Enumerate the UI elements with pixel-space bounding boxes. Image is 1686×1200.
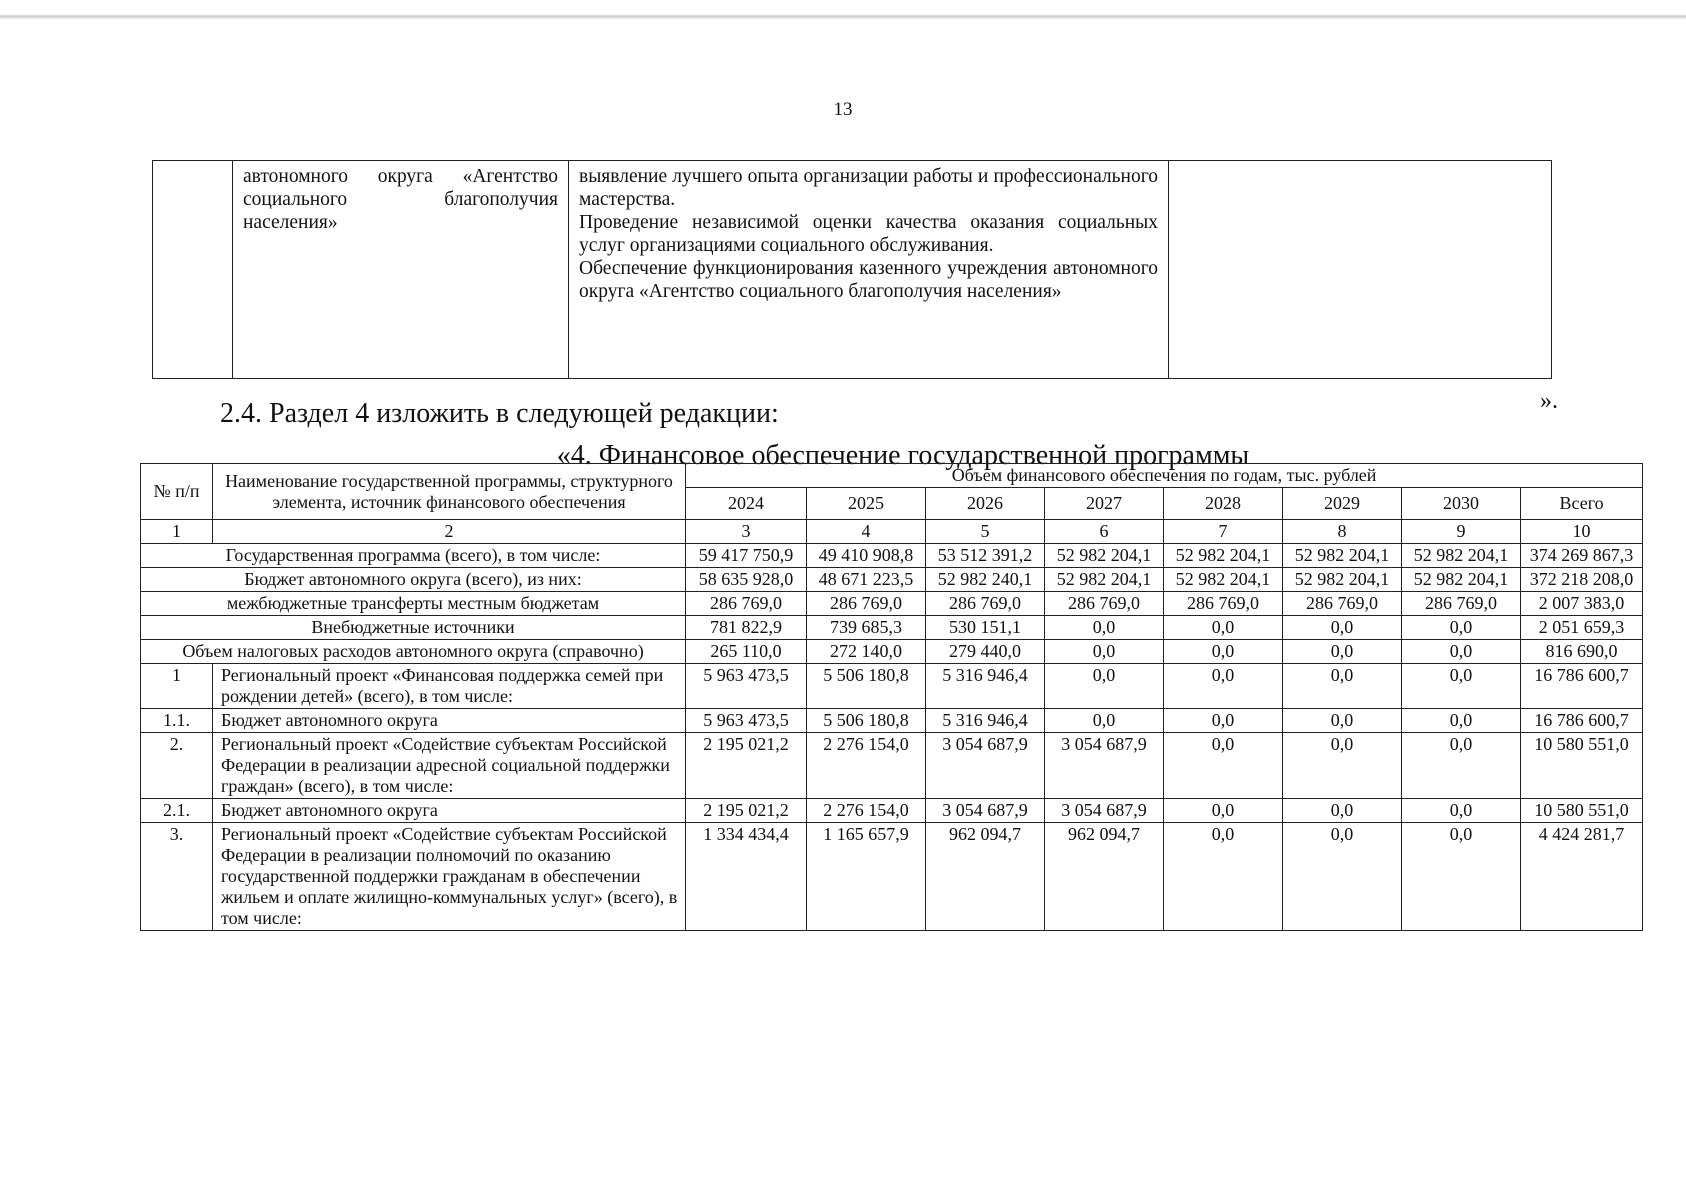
row-number: 1.1. bbox=[141, 709, 213, 733]
value-cell: 0,0 bbox=[1164, 616, 1283, 640]
value-cell: 52 982 204,1 bbox=[1045, 544, 1164, 568]
value-cell: 286 769,0 bbox=[926, 592, 1045, 616]
value-cell: 2 007 383,0 bbox=[1521, 592, 1643, 616]
value-cell: 0,0 bbox=[1283, 709, 1402, 733]
value-cell: 0,0 bbox=[1402, 640, 1521, 664]
table-row bbox=[141, 664, 1643, 709]
value-cell: 10 580 551,0 bbox=[1521, 799, 1643, 823]
header-row bbox=[141, 464, 1643, 488]
value-cell: 286 769,0 bbox=[1045, 592, 1164, 616]
scan-edge bbox=[0, 14, 1686, 20]
empty-cell bbox=[153, 161, 233, 379]
closing-quote: ». bbox=[1540, 388, 1558, 414]
value-cell: 0,0 bbox=[1164, 733, 1283, 799]
page-number: 13 bbox=[833, 99, 853, 120]
summary-name: Объем налоговых расходов автономного округа (справочно) bbox=[141, 640, 686, 664]
column-numbers-row bbox=[141, 520, 1643, 544]
value-cell: 5 963 473,5 bbox=[686, 664, 807, 709]
value-cell: 53 512 391,2 bbox=[926, 544, 1045, 568]
header-year: 2024 bbox=[686, 488, 807, 520]
value-cell: 5 506 180,8 bbox=[807, 664, 926, 709]
header-year: 2026 bbox=[926, 488, 1045, 520]
column-number: 6 bbox=[1045, 520, 1164, 544]
header-year: 2029 bbox=[1283, 488, 1402, 520]
column-number: 9 bbox=[1402, 520, 1521, 544]
table-row bbox=[153, 161, 1552, 379]
value-cell: 5 506 180,8 bbox=[807, 709, 926, 733]
summary-name: Государственная программа (всего), в том числе: bbox=[141, 544, 686, 568]
row-number: 1 bbox=[141, 664, 213, 709]
row-name: Региональный проект «Содействие субъектам Российской Федерации в реализации полномочий по оказанию государственной поддержки гражданам в обеспечении жильем и оплате жилищно-коммунальных услуг» (всего), в том числе: bbox=[213, 823, 686, 931]
value-cell: 962 094,7 bbox=[1045, 823, 1164, 931]
value-cell: 52 982 204,1 bbox=[1283, 568, 1402, 592]
summary-row bbox=[141, 592, 1643, 616]
value-cell: 16 786 600,7 bbox=[1521, 664, 1643, 709]
value-cell: 3 054 687,9 bbox=[926, 799, 1045, 823]
activity-text: Проведение независимой оценки качества оказания социальных услуг организациями социального обслуживания. bbox=[579, 212, 1158, 256]
value-cell: 2 276 154,0 bbox=[807, 733, 926, 799]
value-cell: 374 269 867,3 bbox=[1521, 544, 1643, 568]
value-cell: 49 410 908,8 bbox=[807, 544, 926, 568]
summary-name: межбюджетные трансферты местным бюджетам bbox=[141, 592, 686, 616]
header-year: 2028 bbox=[1164, 488, 1283, 520]
value-cell: 781 822,9 bbox=[686, 616, 807, 640]
value-cell: 2 195 021,2 bbox=[686, 733, 807, 799]
value-cell: 16 786 600,7 bbox=[1521, 709, 1643, 733]
value-cell: 0,0 bbox=[1283, 733, 1402, 799]
column-number: 7 bbox=[1164, 520, 1283, 544]
column-number: 3 bbox=[686, 520, 807, 544]
value-cell: 286 769,0 bbox=[1164, 592, 1283, 616]
value-cell: 286 769,0 bbox=[686, 592, 807, 616]
header-year: 2030 bbox=[1402, 488, 1521, 520]
value-cell: 0,0 bbox=[1402, 709, 1521, 733]
header-year: Всего bbox=[1521, 488, 1643, 520]
value-cell: 0,0 bbox=[1402, 733, 1521, 799]
value-cell: 0,0 bbox=[1283, 799, 1402, 823]
value-cell: 0,0 bbox=[1164, 799, 1283, 823]
row-name: Региональный проект «Содействие субъектам Российской Федерации в реализации адресной социальной поддержки граждан» (всего), в том числе: bbox=[213, 733, 686, 799]
row-number: 3. bbox=[141, 823, 213, 931]
value-cell: 10 580 551,0 bbox=[1521, 733, 1643, 799]
value-cell: 48 671 223,5 bbox=[807, 568, 926, 592]
row-name: Региональный проект «Финансовая поддержка семей при рождении детей» (всего), в том числе: bbox=[213, 664, 686, 709]
value-cell: 962 094,7 bbox=[926, 823, 1045, 931]
table-row bbox=[141, 799, 1643, 823]
header-no: № п/п bbox=[141, 464, 213, 520]
value-cell: 52 982 204,1 bbox=[1402, 544, 1521, 568]
table-row bbox=[141, 733, 1643, 799]
value-cell: 279 440,0 bbox=[926, 640, 1045, 664]
activities-cell bbox=[569, 161, 1169, 379]
value-cell: 2 195 021,2 bbox=[686, 799, 807, 823]
summary-row bbox=[141, 544, 1643, 568]
column-number: 4 bbox=[807, 520, 926, 544]
column-number: 5 bbox=[926, 520, 1045, 544]
value-cell: 58 635 928,0 bbox=[686, 568, 807, 592]
value-cell: 0,0 bbox=[1283, 616, 1402, 640]
value-cell: 5 316 946,4 bbox=[926, 664, 1045, 709]
value-cell: 372 218 208,0 bbox=[1521, 568, 1643, 592]
value-cell: 0,0 bbox=[1045, 709, 1164, 733]
value-cell: 0,0 bbox=[1402, 616, 1521, 640]
header-year: 2025 bbox=[807, 488, 926, 520]
value-cell: 286 769,0 bbox=[1402, 592, 1521, 616]
value-cell: 0,0 bbox=[1402, 823, 1521, 931]
summary-row bbox=[141, 568, 1643, 592]
value-cell: 0,0 bbox=[1164, 709, 1283, 733]
header-year: 2027 bbox=[1045, 488, 1164, 520]
value-cell: 2 051 659,3 bbox=[1521, 616, 1643, 640]
value-cell: 0,0 bbox=[1283, 823, 1402, 931]
value-cell: 286 769,0 bbox=[1283, 592, 1402, 616]
continuation-table bbox=[152, 160, 1552, 379]
value-cell: 52 982 204,1 bbox=[1045, 568, 1164, 592]
value-cell: 52 982 204,1 bbox=[1402, 568, 1521, 592]
column-number: 1 bbox=[141, 520, 213, 544]
section-heading: 2.4. Раздел 4 изложить в следующей редакции: bbox=[220, 398, 779, 429]
value-cell: 0,0 bbox=[1402, 664, 1521, 709]
summary-row bbox=[141, 616, 1643, 640]
value-cell: 5 963 473,5 bbox=[686, 709, 807, 733]
table-row bbox=[141, 709, 1643, 733]
value-cell: 0,0 bbox=[1045, 640, 1164, 664]
summary-name: Бюджет автономного округа (всего), из них: bbox=[141, 568, 686, 592]
value-cell: 5 316 946,4 bbox=[926, 709, 1045, 733]
summary-name: Внебюджетные источники bbox=[141, 616, 686, 640]
value-cell: 530 151,1 bbox=[926, 616, 1045, 640]
value-cell: 3 054 687,9 bbox=[1045, 733, 1164, 799]
activity-text: Обеспечение функционирования казенного учреждения автономного округа «Агентство социального благополучия населения» bbox=[579, 258, 1158, 302]
value-cell: 0,0 bbox=[1164, 664, 1283, 709]
header-name: Наименование государственной программы, структурного элемента, источник финансового обеспечения bbox=[213, 464, 686, 520]
value-cell: 52 982 240,1 bbox=[926, 568, 1045, 592]
finance-table bbox=[140, 463, 1643, 931]
value-cell: 265 110,0 bbox=[686, 640, 807, 664]
value-cell: 0,0 bbox=[1045, 616, 1164, 640]
responsible-cell: автономного округа «Агентство социального благополучия населения» bbox=[233, 161, 569, 379]
column-number: 8 bbox=[1283, 520, 1402, 544]
value-cell: 52 982 204,1 bbox=[1164, 568, 1283, 592]
value-cell: 0,0 bbox=[1283, 664, 1402, 709]
row-number: 2.1. bbox=[141, 799, 213, 823]
summary-row bbox=[141, 640, 1643, 664]
value-cell: 59 417 750,9 bbox=[686, 544, 807, 568]
table-title: «4. Финансовое обеспечение государственной программы bbox=[556, 440, 1250, 471]
value-cell: 0,0 bbox=[1283, 640, 1402, 664]
value-cell: 272 140,0 bbox=[807, 640, 926, 664]
value-cell: 52 982 204,1 bbox=[1164, 544, 1283, 568]
value-cell: 286 769,0 bbox=[807, 592, 926, 616]
value-cell: 1 165 657,9 bbox=[807, 823, 926, 931]
value-cell: 3 054 687,9 bbox=[1045, 799, 1164, 823]
value-cell: 2 276 154,0 bbox=[807, 799, 926, 823]
value-cell: 3 054 687,9 bbox=[926, 733, 1045, 799]
activity-text: выявление лучшего опыта организации работы и профессионального мастерства. bbox=[579, 166, 1158, 210]
value-cell: 0,0 bbox=[1164, 640, 1283, 664]
value-cell: 4 424 281,7 bbox=[1521, 823, 1643, 931]
row-number: 2. bbox=[141, 733, 213, 799]
column-number: 10 bbox=[1521, 520, 1643, 544]
empty-cell bbox=[1169, 161, 1552, 379]
column-number: 2 bbox=[213, 520, 686, 544]
value-cell: 816 690,0 bbox=[1521, 640, 1643, 664]
value-cell: 52 982 204,1 bbox=[1283, 544, 1402, 568]
table-row bbox=[141, 823, 1643, 931]
row-name: Бюджет автономного округа bbox=[213, 799, 686, 823]
row-name: Бюджет автономного округа bbox=[213, 709, 686, 733]
header-volume: Объем финансового обеспечения по годам, тыс. рублей bbox=[686, 464, 1643, 488]
value-cell: 1 334 434,4 bbox=[686, 823, 807, 931]
value-cell: 0,0 bbox=[1045, 664, 1164, 709]
value-cell: 0,0 bbox=[1164, 823, 1283, 931]
value-cell: 739 685,3 bbox=[807, 616, 926, 640]
value-cell: 0,0 bbox=[1402, 799, 1521, 823]
